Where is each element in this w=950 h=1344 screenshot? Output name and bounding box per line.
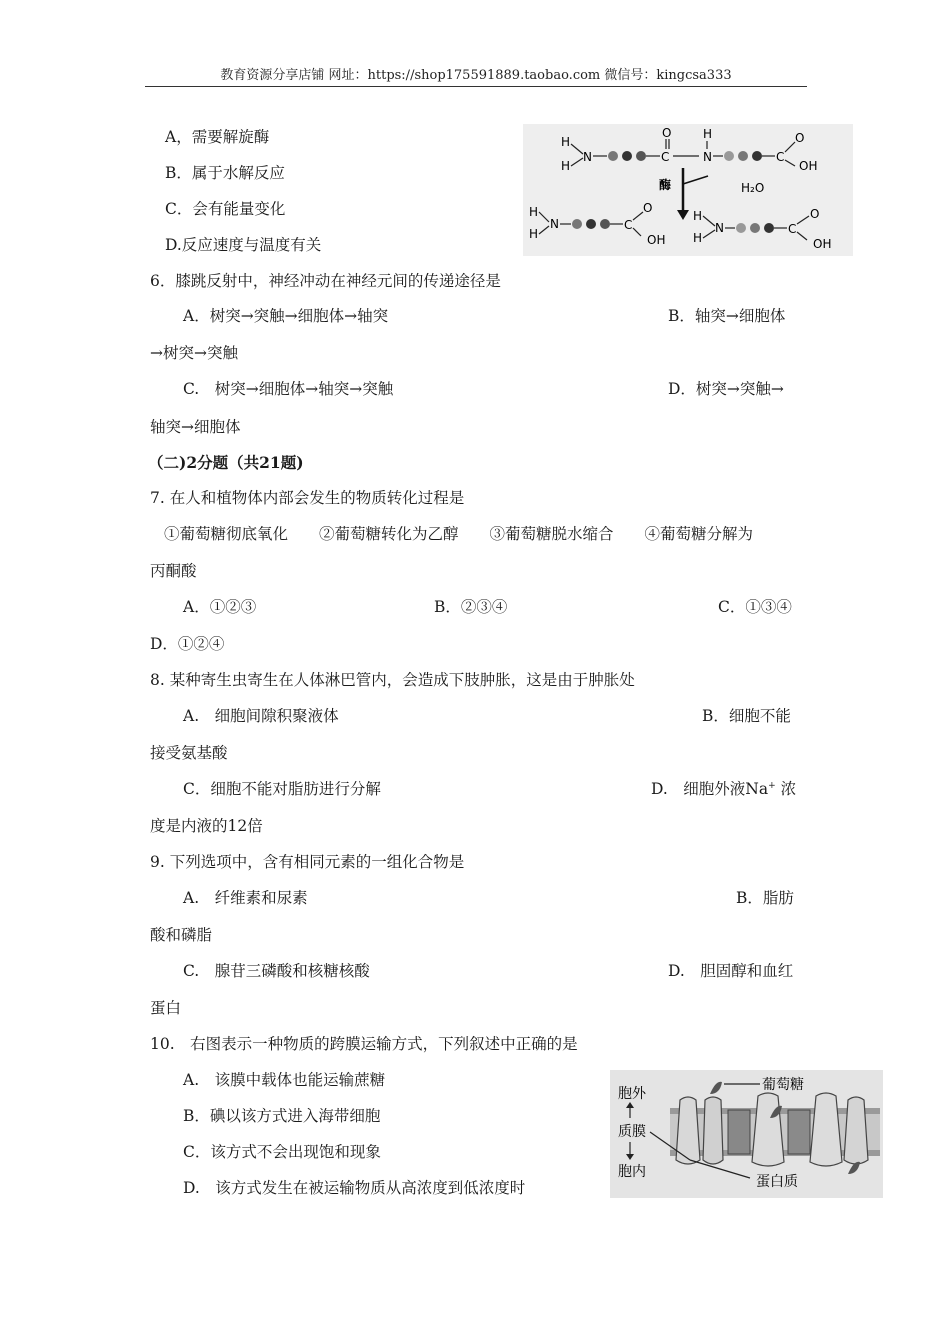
atom-c: C	[788, 222, 797, 236]
q6-option-d-cont: 轴突→细胞体	[150, 418, 241, 436]
q7-stem: 7. 在人和植物体内部会发生的物质转化过程是	[150, 489, 465, 507]
q8-option-b: B．细胞不能	[702, 707, 791, 725]
water-label: H₂O	[741, 181, 765, 195]
residue-dot	[724, 151, 734, 161]
residue-dot	[600, 219, 610, 229]
atom-h: H	[703, 127, 713, 141]
residue-dot	[622, 151, 632, 161]
q8-option-c: C．细胞不能对脂肪进行分解	[183, 780, 381, 798]
q9-option-c: C. 腺苷三磷酸和核糖核酸	[183, 962, 370, 980]
protein-label: 蛋白质	[756, 1174, 798, 1190]
atom-c: C	[661, 150, 670, 164]
q9-option-d-cont: 蛋白	[150, 999, 182, 1017]
q10-option-a: A. 该膜中载体也能运输蔗糖	[183, 1071, 386, 1089]
peptide-hydrolysis-diagram	[523, 124, 853, 256]
atom-oh: OH	[813, 237, 832, 251]
q8-option-d-cont: 度是内液的12倍	[150, 817, 263, 835]
q9-stem: 9. 下列选项中，含有相同元素的一组化合物是	[150, 853, 465, 871]
q7-option-c: C．①③④	[718, 598, 792, 616]
q6-option-d: D．树突→突触→	[668, 380, 784, 398]
residue-dot	[750, 223, 760, 233]
atom-h: H	[693, 209, 703, 223]
atom-c: C	[776, 150, 785, 164]
q7-option-d: D．①②④	[150, 635, 225, 653]
atom-h: H	[529, 227, 539, 241]
atom-h: H	[529, 205, 539, 219]
q5-option-b: B．属于水解反应	[165, 164, 285, 182]
q7-option-a: A．①②③	[183, 598, 257, 616]
atom-o: O	[795, 131, 805, 145]
q10-stem: 10. 右图表示一种物质的跨膜运输方式，下列叙述中正确的是	[150, 1035, 578, 1053]
atom-o: O	[643, 201, 653, 215]
carrier-protein-shape	[728, 1110, 750, 1154]
carrier-protein-shape	[676, 1097, 700, 1164]
header-rule	[145, 86, 807, 87]
q9-option-a: A. 纤维素和尿素	[183, 889, 308, 907]
section-title: （二)2分题（共21题)	[148, 453, 304, 472]
residue-dot	[572, 219, 582, 229]
q5-option-d: D.反应速度与温度有关	[165, 236, 322, 254]
q9-option-b-cont: 酸和磷脂	[150, 926, 213, 944]
atom-h: H	[693, 231, 703, 245]
atom-o: O	[810, 207, 820, 221]
q7-items-cont: 丙酮酸	[150, 562, 197, 580]
glucose-label: 葡萄糖	[762, 1077, 804, 1093]
residue-dot	[586, 219, 596, 229]
atom-n: N	[715, 221, 724, 235]
q9-option-d: D. 胆固醇和血红	[668, 962, 794, 980]
glucose-icon	[710, 1082, 722, 1094]
q8-option-b-cont: 接受氨基酸	[150, 744, 228, 762]
q8-option-a: A. 细胞间隙积聚液体	[183, 707, 339, 725]
enzyme-label: 酶	[659, 178, 672, 192]
q5-option-a: A，需要解旋酶	[165, 128, 270, 146]
q7-items: ①葡萄糖彻底氧化 ②葡萄糖转化为乙醇 ③葡萄糖脱水缩合 ④葡萄糖分解为	[164, 525, 754, 543]
membrane-transport-diagram	[610, 1070, 883, 1198]
atom-oh: OH	[799, 159, 818, 173]
carrier-protein-shape	[788, 1110, 810, 1154]
q5-option-c: C．会有能量变化	[165, 200, 286, 218]
residue-dot	[752, 151, 762, 161]
q9-option-b: B．脂肪	[736, 889, 794, 907]
inside-label: 胞内	[618, 1164, 646, 1180]
q6-stem: 6．膝跳反射中，神经冲动在神经元间的传递途径是	[150, 272, 501, 290]
peptide-hydrolysis-figure	[523, 124, 853, 256]
outside-label: 胞外	[618, 1086, 646, 1102]
page-header: 教育资源分享店铺 网址：https://shop175591889.taobao.com 微信号：kingcsa333	[220, 68, 732, 83]
q6-option-b-cont: →树突→突触	[150, 344, 238, 362]
membrane-label: 质膜	[618, 1124, 646, 1140]
membrane-transport-figure	[610, 1070, 883, 1198]
q10-option-d: D. 该方式发生在被运输物质从高浓度到低浓度时	[183, 1179, 526, 1197]
carrier-protein-shape	[703, 1097, 723, 1164]
atom-h: H	[561, 135, 571, 149]
residue-dot	[636, 151, 646, 161]
q6-option-c: C. 树突→细胞体→轴突→突触	[183, 380, 394, 398]
residue-dot	[738, 151, 748, 161]
q6-option-a: A．树突→突触→细胞体→轴突	[183, 307, 389, 325]
atom-h: H	[561, 159, 571, 173]
atom-oh: OH	[647, 233, 666, 247]
atom-o: O	[662, 126, 672, 140]
residue-dot	[608, 151, 618, 161]
atom-n: N	[583, 150, 592, 164]
atom-c: C	[624, 218, 633, 232]
q6-option-b: B．轴突→细胞体	[668, 307, 786, 325]
carrier-protein-shape	[844, 1097, 868, 1164]
atom-n: N	[703, 150, 712, 164]
q8-option-d: D. 细胞外液Na+ 浓	[651, 780, 797, 798]
residue-dot	[736, 223, 746, 233]
atom-n: N	[550, 217, 559, 231]
carrier-protein-shape	[752, 1093, 784, 1166]
q8-stem: 8. 某种寄生虫寄生在人体淋巴管内，会造成下肢肿胀，这是由于肿胀处	[150, 671, 635, 689]
q7-option-b: B．②③④	[434, 598, 508, 616]
carrier-protein-shape	[810, 1093, 842, 1166]
residue-dot	[764, 223, 774, 233]
q10-option-b: B．碘以该方式进入海带细胞	[183, 1107, 381, 1125]
q10-option-c: C．该方式不会出现饱和现象	[183, 1143, 381, 1161]
